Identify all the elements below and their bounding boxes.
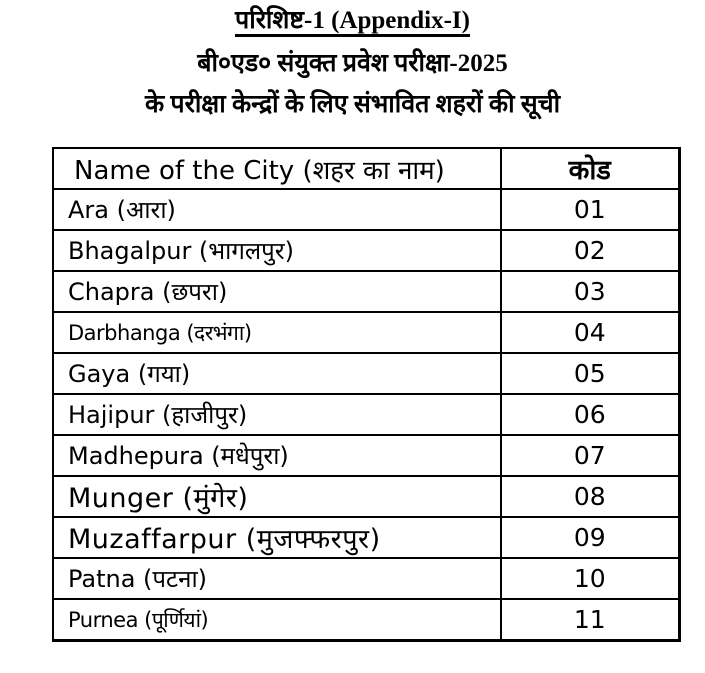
city-code-cell: 03 xyxy=(501,271,679,312)
city-name-cell: Hajipur (हाजीपुर) xyxy=(53,394,501,435)
table-row xyxy=(53,476,679,517)
table-row xyxy=(53,558,679,599)
table-row xyxy=(53,599,679,641)
city-code-cell: 05 xyxy=(501,353,679,394)
table-row xyxy=(53,394,679,435)
table-row xyxy=(53,230,679,271)
city-name-cell: Bhagalpur (भागलपुर) xyxy=(53,230,501,271)
city-name-cell: Muzaffarpur (मुजफ्फरपुर) xyxy=(53,517,501,558)
city-name-cell: Madhepura (मधेपुरा) xyxy=(53,435,501,476)
column-header-city-name: Name of the City (शहर का नाम) xyxy=(53,148,501,189)
city-name-cell: Ara (आरा) xyxy=(53,189,501,230)
city-code-table xyxy=(52,147,681,642)
city-code-cell: 02 xyxy=(501,230,679,271)
city-name-cell: Chapra (छपरा) xyxy=(53,271,501,312)
city-name-cell: Gaya (गया) xyxy=(53,353,501,394)
table-row xyxy=(53,189,679,230)
appendix-title xyxy=(0,4,705,38)
city-code-cell: 04 xyxy=(501,312,679,353)
city-name-cell: Purnea (पूर्णियां) xyxy=(53,599,501,641)
exam-subtitle: बी०एड० संयुक्त प्रवेश परीक्षा-2025 xyxy=(197,50,508,77)
table-row xyxy=(53,271,679,312)
city-name-cell: Darbhanga (दरभंगा) xyxy=(53,312,501,353)
city-code-cell: 06 xyxy=(501,394,679,435)
city-name-cell: Patna (पटना) xyxy=(53,558,501,599)
city-code-cell: 07 xyxy=(501,435,679,476)
table-row xyxy=(53,353,679,394)
city-code-cell: 11 xyxy=(501,599,679,641)
table-row xyxy=(53,517,679,558)
column-header-code: कोड xyxy=(501,148,679,189)
city-code-cell: 08 xyxy=(501,476,679,517)
list-caption: के परीक्षा केन्द्रों के लिए संभावित शहरों की सूची xyxy=(144,91,561,118)
city-code-cell: 09 xyxy=(501,517,679,558)
appendix-title-text: परिशिष्ट-1 (Appendix-I) xyxy=(235,7,470,37)
city-code-cell: 01 xyxy=(501,189,679,230)
city-code-cell: 10 xyxy=(501,558,679,599)
table-row xyxy=(53,435,679,476)
table-row xyxy=(53,312,679,353)
city-name-cell: Munger (मुंगेर) xyxy=(53,476,501,517)
table-header-row xyxy=(53,148,679,189)
